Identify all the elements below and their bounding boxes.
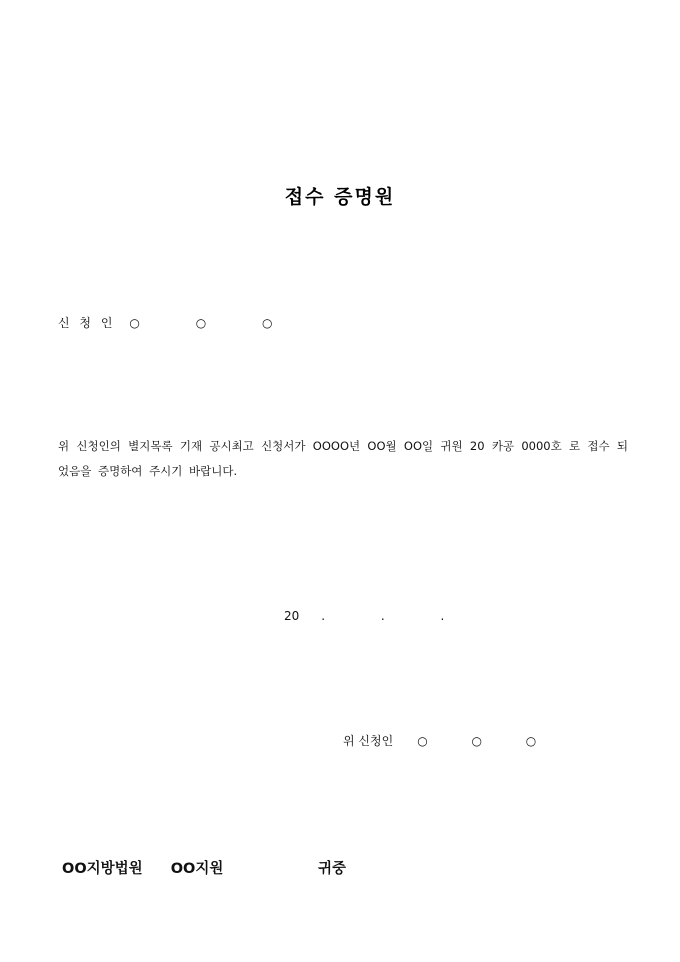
court-honorific: 귀중 bbox=[318, 861, 347, 877]
court-addressee bbox=[62, 857, 347, 878]
court-branch: OO지원 bbox=[170, 861, 224, 877]
applicant-line bbox=[58, 314, 298, 331]
request-body: 위 신청인의 별지목록 기재 공시최고 신청서가 OOOO년 OO월 OO일 귀원 20 카공 0000호 로 접수 되었음을 증명하여 주시기 바랍니다. bbox=[58, 439, 628, 478]
date-line bbox=[284, 609, 470, 623]
applicant-name: ○ ○ ○ bbox=[129, 316, 299, 330]
court-district: OO지방법원 bbox=[62, 861, 143, 877]
signature-line bbox=[343, 732, 556, 749]
signature-label: 위 신청인 bbox=[343, 734, 394, 748]
date-year-prefix: 20 bbox=[284, 609, 300, 623]
applicant-label: 신 청 인 bbox=[58, 316, 116, 330]
signature-name: ○ ○ ○ bbox=[417, 734, 557, 748]
document-title: 접수 증명원 bbox=[284, 186, 396, 208]
date-dots: . . . bbox=[321, 609, 471, 623]
